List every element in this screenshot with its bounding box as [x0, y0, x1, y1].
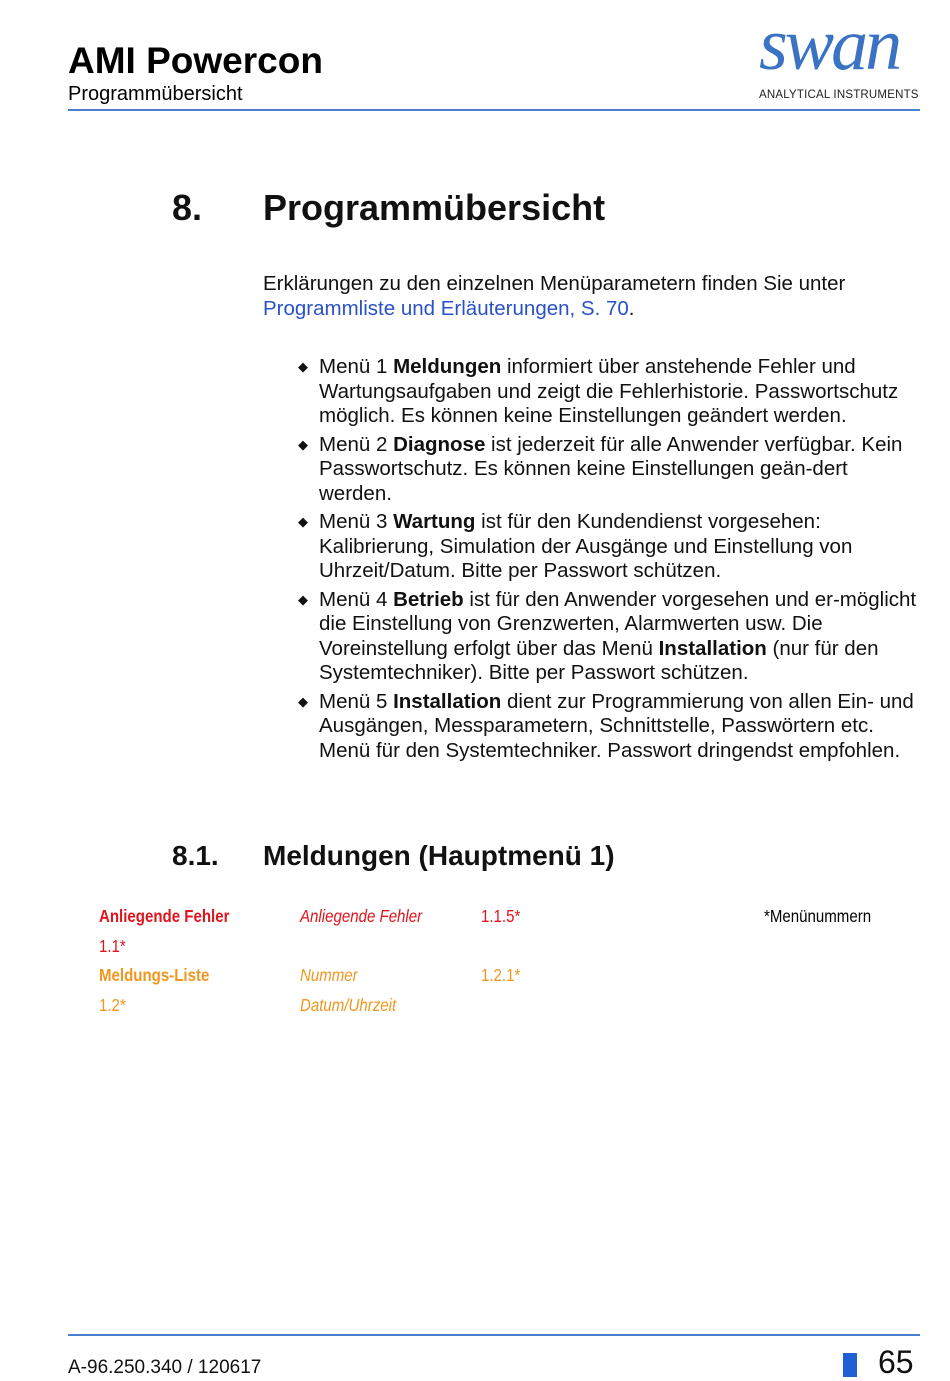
- menu-number-cell: 1.2.1*: [481, 965, 521, 985]
- bullet-prefix: Menü 3: [319, 510, 394, 533]
- bullet-text: ist für den Anwender vorgesehen und er-möglicht die Einstellung von Grenzwerten, Alarmwerten usw. Die Voreinstellung erfolgt über das Menü: [319, 587, 917, 660]
- table-row: [99, 906, 919, 936]
- subsection-number: 8.1.: [172, 840, 219, 871]
- bullet-prefix: Menü 4: [319, 587, 394, 611]
- header-divider: [68, 109, 920, 111]
- list-item: [298, 510, 918, 584]
- menu-name: Wartung: [393, 510, 476, 533]
- diamond-bullet-icon: ◆: [298, 591, 308, 607]
- table-row: [99, 965, 919, 995]
- bullet-prefix: Menü 5: [319, 689, 394, 713]
- main-menu-cell: Meldungs-Liste: [99, 965, 210, 985]
- list-item: [298, 355, 918, 429]
- menu-name: Betrieb: [393, 587, 464, 611]
- menu-name: Diagnose: [393, 432, 486, 456]
- intro-paragraph: [263, 271, 903, 321]
- intro-end: .: [628, 297, 635, 320]
- document-title: AMI Powercon: [68, 40, 323, 81]
- main-menu-cell: Anliegende Fehler: [99, 906, 230, 926]
- bullet-text: informiert über anstehende Fehler und Wartungsaufgaben und zeigt die Fehlerhistorie. Passwortschutz möglich. Es können keine Einstellungen geändert werden.: [319, 355, 899, 427]
- bullet-prefix: Menü 2: [319, 432, 394, 456]
- section-number: 8.: [172, 187, 203, 228]
- list-item: [298, 588, 918, 686]
- main-menu-number-cell: 1.1*: [99, 935, 126, 956]
- submenu-cell: Nummer: [300, 965, 358, 985]
- list-item: [298, 433, 918, 507]
- submenu-cell: Datum/Uhrzeit: [300, 994, 397, 1015]
- bullet-text: dient zur Programmierung von allen Ein- und Ausgängen, Messparametern, Schnittstelle, Passwörtern etc. Menü für den Systemtechniker. Passwort dringendst empfohlen.: [319, 689, 914, 762]
- bullet-text: ist für den Kundendienst vorgesehen: Kalibrierung, Simulation der Ausgänge und Einstellung von Uhrzeit/Datum. Bitte per Passwort schützen.: [319, 510, 853, 582]
- section-title: Programmübersicht: [263, 187, 606, 228]
- document-id: A-96.250.340 / 120617: [68, 1357, 262, 1378]
- menu-number-cell: 1.1.5*: [481, 906, 521, 926]
- menu-name: Installation: [658, 636, 767, 660]
- diamond-bullet-icon: ◆: [298, 693, 308, 709]
- table-row: [99, 936, 919, 966]
- program-list-link[interactable]: Programmliste und Erläuterungen, S. 70: [263, 297, 629, 320]
- submenu-cell: Anliegende Fehler: [300, 906, 423, 926]
- menu-name: Meldungen: [393, 355, 502, 378]
- intro-text: Erklärungen zu den einzelnen Menüparametern finden Sie unter: [263, 272, 846, 295]
- subsection-title: Meldungen (Hauptmenü 1): [263, 840, 615, 871]
- footer-divider: [68, 1334, 920, 1336]
- page-number: 65: [878, 1344, 914, 1380]
- diamond-bullet-icon: ◆: [298, 436, 308, 452]
- swan-logo: [755, 4, 920, 106]
- diamond-bullet-icon: ◆: [298, 514, 308, 529]
- menu-structure-table: [99, 906, 919, 1024]
- page-marker-icon: [843, 1353, 857, 1377]
- diamond-bullet-icon: ◆: [298, 359, 308, 374]
- document-subtitle: Programmübersicht: [68, 83, 243, 105]
- bullet-text: (nur für den Systemtechniker). Bitte per Passwort schützen.: [319, 636, 879, 684]
- menu-number-note: *Menünummern: [764, 906, 872, 926]
- logo-wordmark: swan: [759, 4, 900, 86]
- table-row: [99, 995, 919, 1025]
- logo-tagline: ANALYTICAL INSTRUMENTS: [759, 89, 919, 101]
- menu-name: Installation: [393, 689, 502, 713]
- main-menu-number-cell: 1.2*: [99, 994, 126, 1015]
- menu-description-list: [298, 355, 918, 767]
- bullet-text: ist jederzeit für alle Anwender verfügbar. Kein Passwortschutz. Es können keine Einstellungen geän-dert werden.: [319, 432, 903, 505]
- bullet-prefix: Menü 1: [319, 355, 394, 378]
- list-item: [298, 690, 918, 764]
